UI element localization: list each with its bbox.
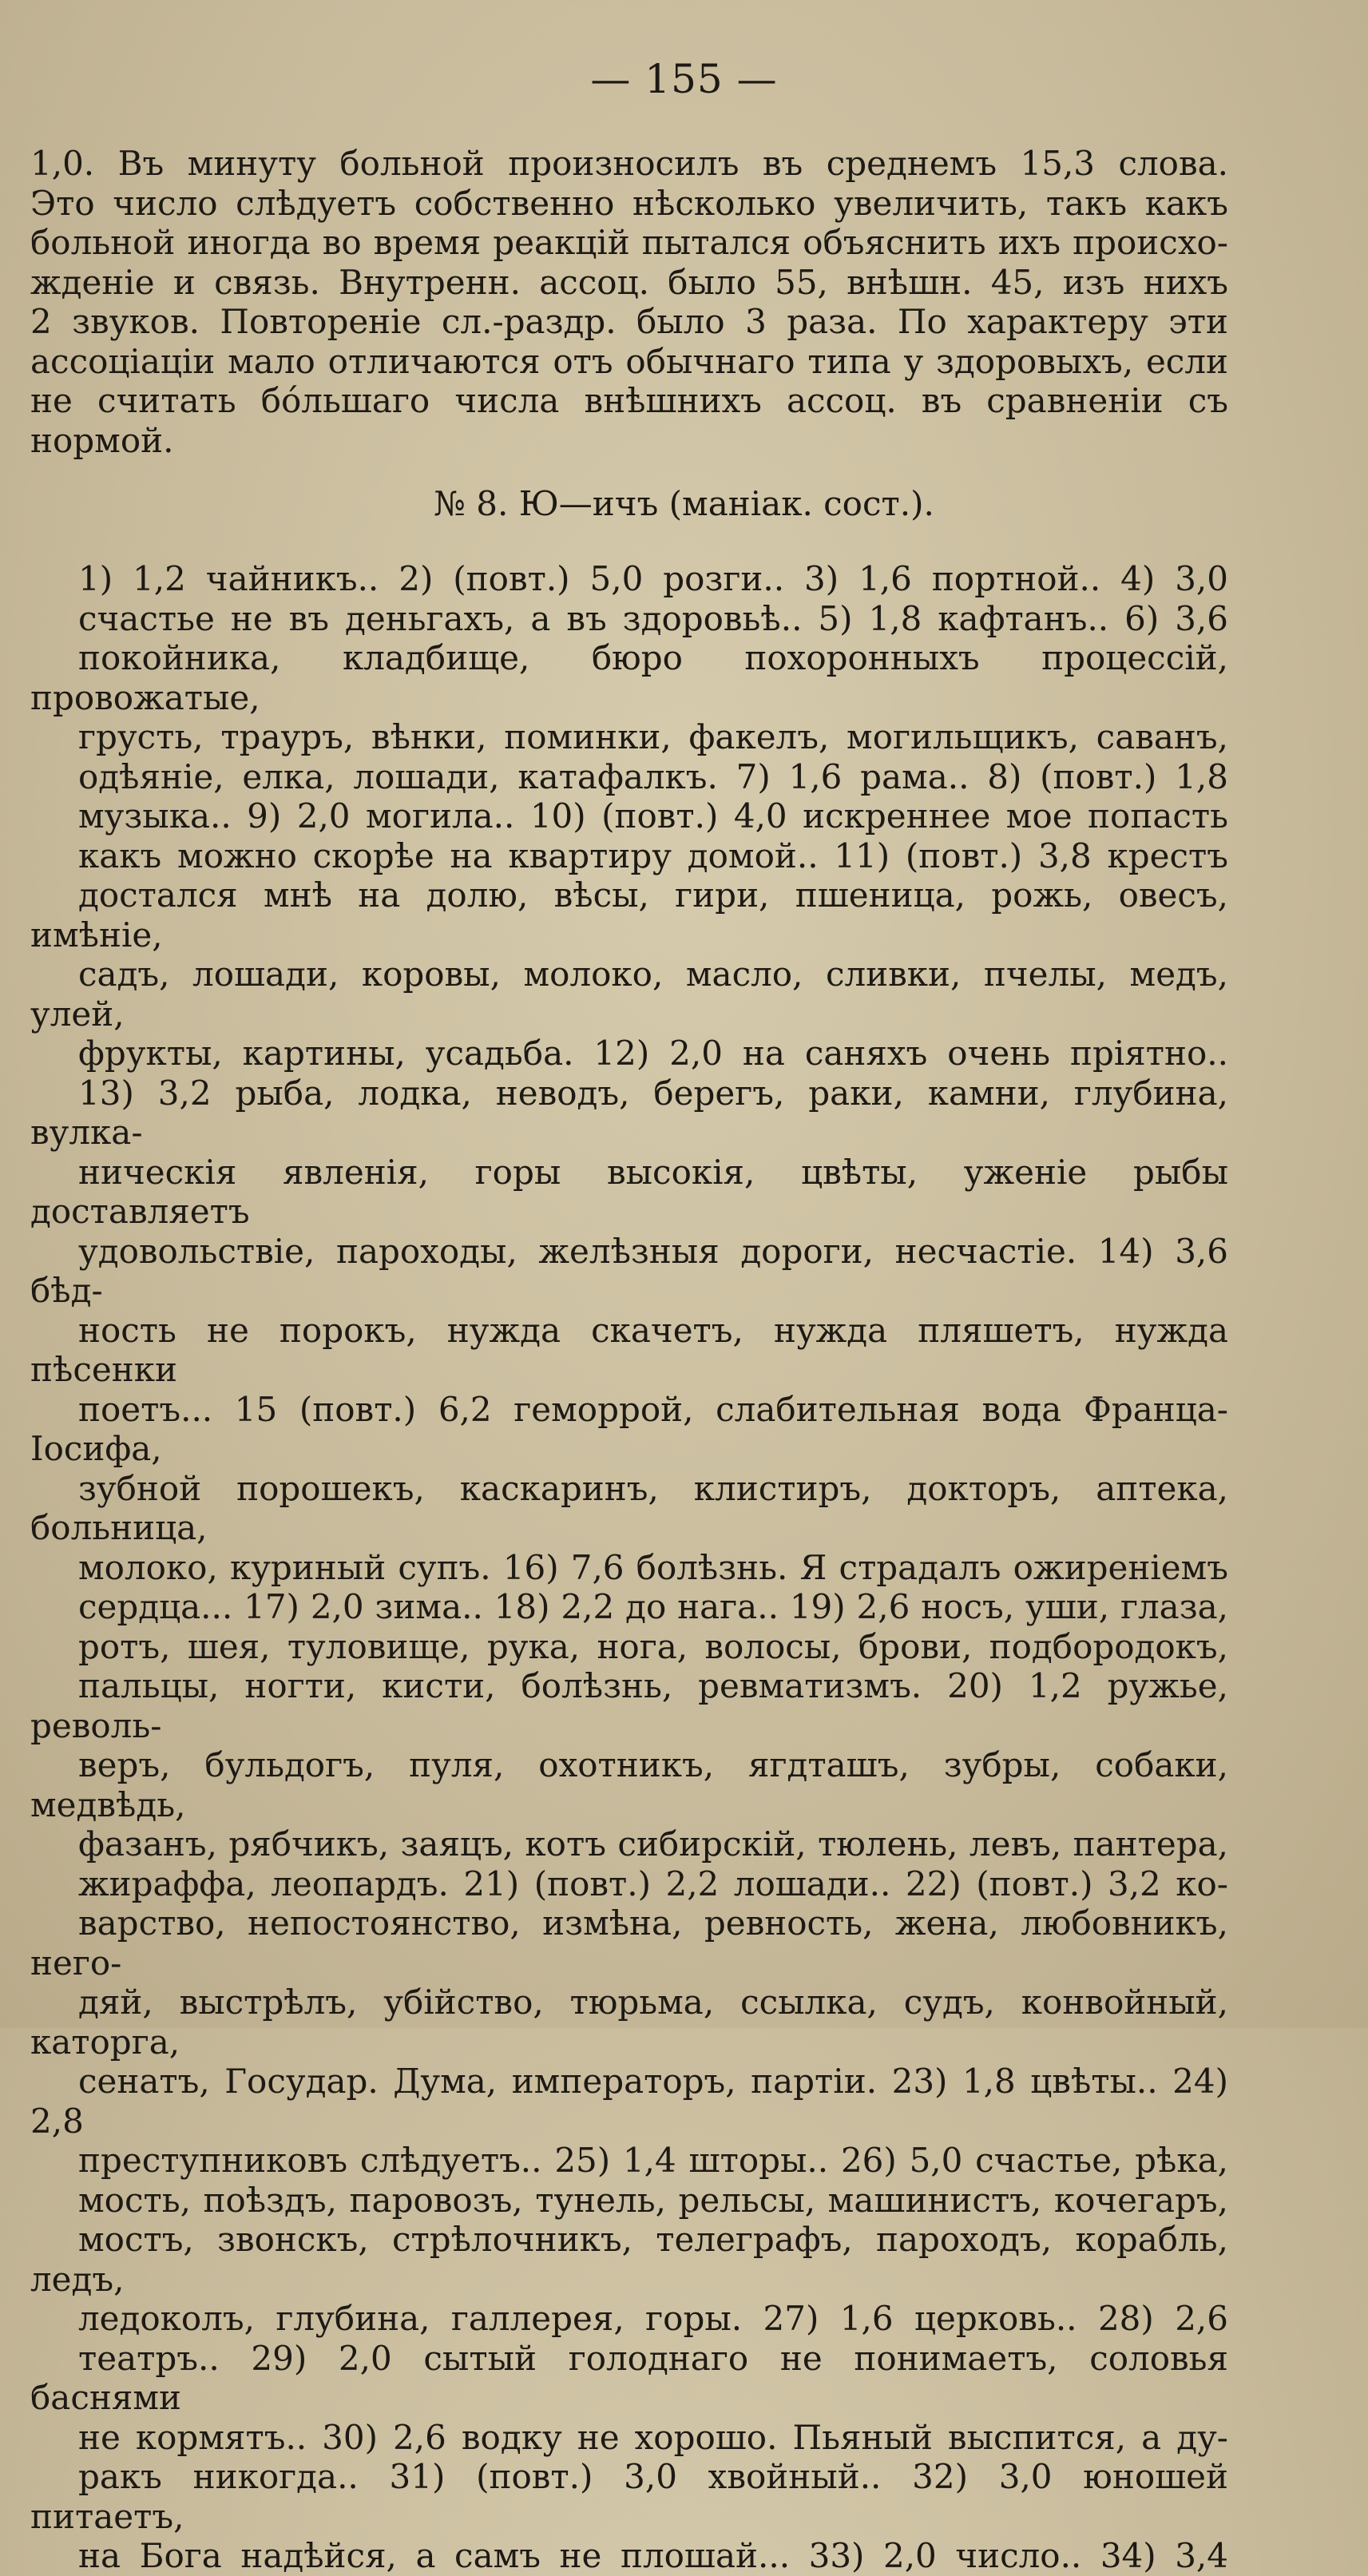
text-line: варство, непостоянство, измѣна, ревность, жена, любовникъ, него- (30, 1903, 1228, 1983)
text-line: ническія явленія, горы высокія, цвѣты, уженіе рыбы доставляетъ (30, 1152, 1228, 1231)
text-line: сердца... 17) 2,0 зима.. 18) 2,2 до нага.. 19) 2,6 носъ, уши, глаза, (78, 1587, 1228, 1626)
text-line: жираффа, леопардъ. 21) (повт.) 2,2 лошади.. 22) (повт.) 3,2 ко- (78, 1864, 1228, 1903)
text-line: дяй, выстрѣлъ, убійство, тюрьма, ссылка, судъ, конвойный, каторга, (30, 1983, 1228, 2062)
text-line: какъ можно скорѣе на квартиру домой.. 11) (повт.) 3,8 крестъ (78, 836, 1228, 875)
text-line: достался мнѣ на долю, вѣсы, гири, пшеница, рожь, овесъ, имѣніе, (30, 875, 1228, 955)
text-line: жденіе и связь. Внутренн. ассоц. было 55, внѣшн. 45, изъ нихъ (30, 262, 1228, 302)
text-line: одѣяніе, елка, лошади, катафалкъ. 7) 1,6 рама.. 8) (повт.) 1,8 (78, 756, 1228, 796)
text-line: удовольствіе, пароходы, желѣзныя дороги, несчастіе. 14) 3,6 бѣд- (30, 1231, 1228, 1310)
text-line: поетъ... 15 (повт.) 6,2 геморрой, слабительная вода Франца-Іосифа, (30, 1389, 1228, 1468)
text-line: не считать бо́льшаго числа внѣшнихъ ассоц. въ сравненіи съ (30, 381, 1228, 420)
text-line: музыка.. 9) 2,0 могила.. 10) (повт.) 4,0 искреннее мое попасть (78, 796, 1228, 836)
text-line: ракъ никогда.. 31) (повт.) 3,0 хвойный.. 32) 3,0 юношей питаетъ, (30, 2457, 1228, 2536)
page-number: — 155 — (590, 56, 778, 102)
text-line: преступниковъ слѣдуетъ.. 25) 1,4 шторы.. 26) 5,0 счастье, рѣка, (78, 2141, 1228, 2180)
text-line: грусть, трауръ, вѣнки, поминки, факелъ, могильщикъ, саванъ, (78, 717, 1228, 756)
text-line: молоко, куриный супъ. 16) 7,6 болѣзнь. Я страдалъ ожиреніемъ (78, 1547, 1228, 1587)
text-line: ледоколъ, глубина, галлерея, горы. 27) 1,6 церковь.. 28) 2,6 (78, 2299, 1228, 2338)
text-line: сенатъ, Государ. Дума, императоръ, партіи. 23) 1,8 цвѣты.. 24) 2,8 (30, 2062, 1228, 2141)
paragraph-associations (30, 559, 1228, 2576)
text-line: фрукты, картины, усадьба. 12) 2,0 на саняхъ очень пріятно.. (78, 1034, 1228, 1073)
text-line: 2 звуков. Повтореніе сл.-раздр. было 3 раза. По характеру эти (30, 302, 1228, 341)
text-line: покойника, кладбище, бюро похоронныхъ процессій, провожатые, (30, 638, 1228, 717)
text-line: мость, поѣздъ, паровозъ, тунель, рельсы, машинистъ, кочегаръ, (78, 2180, 1228, 2220)
text-line: счастье не въ деньгахъ, а въ здоровьѣ.. 5) 1,8 кафтанъ.. 6) 3,6 (78, 598, 1228, 638)
text-line: садъ, лошади, коровы, молоко, масло, сливки, пчелы, медъ, улей, (30, 955, 1228, 1034)
text-line: веръ, бульдогъ, пуля, охотникъ, ягдташъ, зубры, собаки, медвѣдь, (30, 1745, 1228, 1824)
text-line: мостъ, звонскъ, стрѣлочникъ, телеграфъ, пароходъ, корабль, ледъ, (30, 2220, 1228, 2299)
text-line: 1,0. Въ минуту больной произносилъ въ среднемъ 15,3 слова. (30, 144, 1228, 183)
text-line: нормой. (30, 420, 174, 460)
text-line: ассоціаціи мало отличаются отъ обычнаго типа у здоровыхъ, если (30, 341, 1228, 381)
text-line: на Бога надѣйся, а самъ не плошай... 33) 2,0 число.. 34) 3,4 (78, 2536, 1228, 2575)
text-line: Это число слѣдуетъ собственно нѣсколько увеличить, такъ какъ (30, 183, 1228, 223)
text-line: пальцы, ногти, кисти, болѣзнь, ревматизмъ. 20) 1,2 ружье, револь- (30, 1666, 1228, 1745)
text-line: фазанъ, рябчикъ, заяцъ, котъ сибирскій, тюлень, левъ, пантера, (78, 1824, 1228, 1864)
text-line: 13) 3,2 рыба, лодка, неводъ, берегъ, раки, камни, глубина, вулка- (30, 1073, 1228, 1152)
text-line: ротъ, шея, туловище, рука, нога, волосы, брови, подбородокъ, (78, 1626, 1228, 1666)
paragraph-summary (30, 144, 1228, 460)
text-line: ность не порокъ, нужда скачетъ, нужда пляшетъ, нужда пѣсенки (30, 1310, 1228, 1389)
text-line: не кормятъ.. 30) 2,6 водку не хорошо. Пьяный выспится, а ду- (78, 2417, 1228, 2457)
text-line: 1) 1,2 чайникъ.. 2) (повт.) 5,0 розги.. 3) 1,6 портной.. 4) 3,0 (78, 559, 1228, 598)
text-line: театръ.. 29) 2,0 сытый голоднаго не понимаетъ, соловья баснями (30, 2338, 1228, 2417)
text-line: зубной порошекъ, каскаринъ, клистиръ, докторъ, аптека, больница, (30, 1468, 1228, 1547)
text-line: больной иногда во время реакцій пытался объяснить ихъ происхо- (30, 223, 1228, 262)
section-heading: № 8. Ю—ичъ (маніак. сост.). (434, 484, 934, 523)
